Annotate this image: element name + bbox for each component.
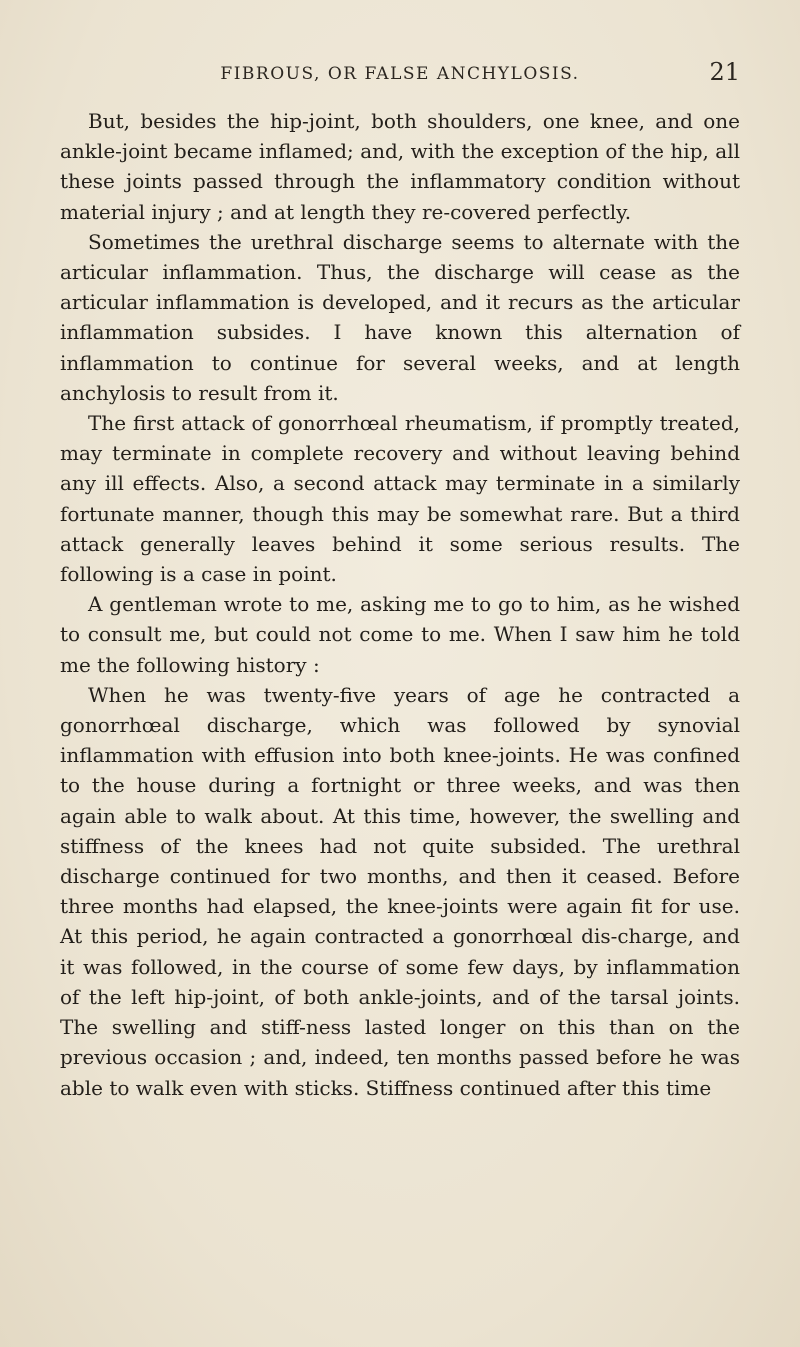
- body-text: [60, 106, 740, 1103]
- running-title: FIBROUS, OR FALSE ANCHYLOSIS.: [220, 64, 580, 84]
- paragraph-4: A gentleman wrote to me, asking me to go to him, as he wished to consult me, but could not come to me. When I saw him he told me the following history :: [60, 592, 740, 677]
- paragraph-2: Sometimes the urethral discharge seems to alternate with the articular inflammation. Thus, the discharge will cease as the articular inflammation is developed, and it recurs as the articular inflammation subsides. I have known this alternation of inflammation to continue for several weeks, and at length anchylosis to result from it.: [60, 229, 740, 405]
- page-number: 21: [709, 58, 740, 86]
- paragraph-5: When he was twenty-five years of age he contracted a gonorrhœal discharge, which was followed by synovial inflammation with effusion into both knee-joints. He was confined to the house during a fortnight or three weeks, and was then again able to walk about. At this time, however, the swelling and stiffness of the knees had not quite subsided. The urethral discharge continued for two months, and then it ceased. Before three months had elapsed, the knee-joints were again fit for use. At this period, he again contracted a gonorrhœal dis-charge, and it was followed, in the course of some few days, by inflammation of the left hip-joint, of both ankle-joints, and of the tarsal joints. The swelling and stiff-ness lasted longer on this than on the previous occasion ; and, indeed, ten months passed before he was able to walk even with sticks. Stiffness continued after this time: [60, 682, 740, 1100]
- paragraph-1: But, besides the hip-joint, both shoulders, one knee, and one ankle-joint became inflamed; and, with the exception of the hip, all these joints passed through the inflammatory condition without material injury ; and at length they re-covered perfectly.: [60, 109, 740, 224]
- paragraph-3: The first attack of gonorrhœal rheumatism, if promptly treated, may terminate in complete recovery and without leaving behind any ill effects. Also, a second attack may terminate in a similarly fortunate manner, though this may be somewhat rare. But a third attack generally leaves behind it some serious results. The following is a case in point.: [60, 411, 740, 587]
- running-head: [60, 58, 740, 94]
